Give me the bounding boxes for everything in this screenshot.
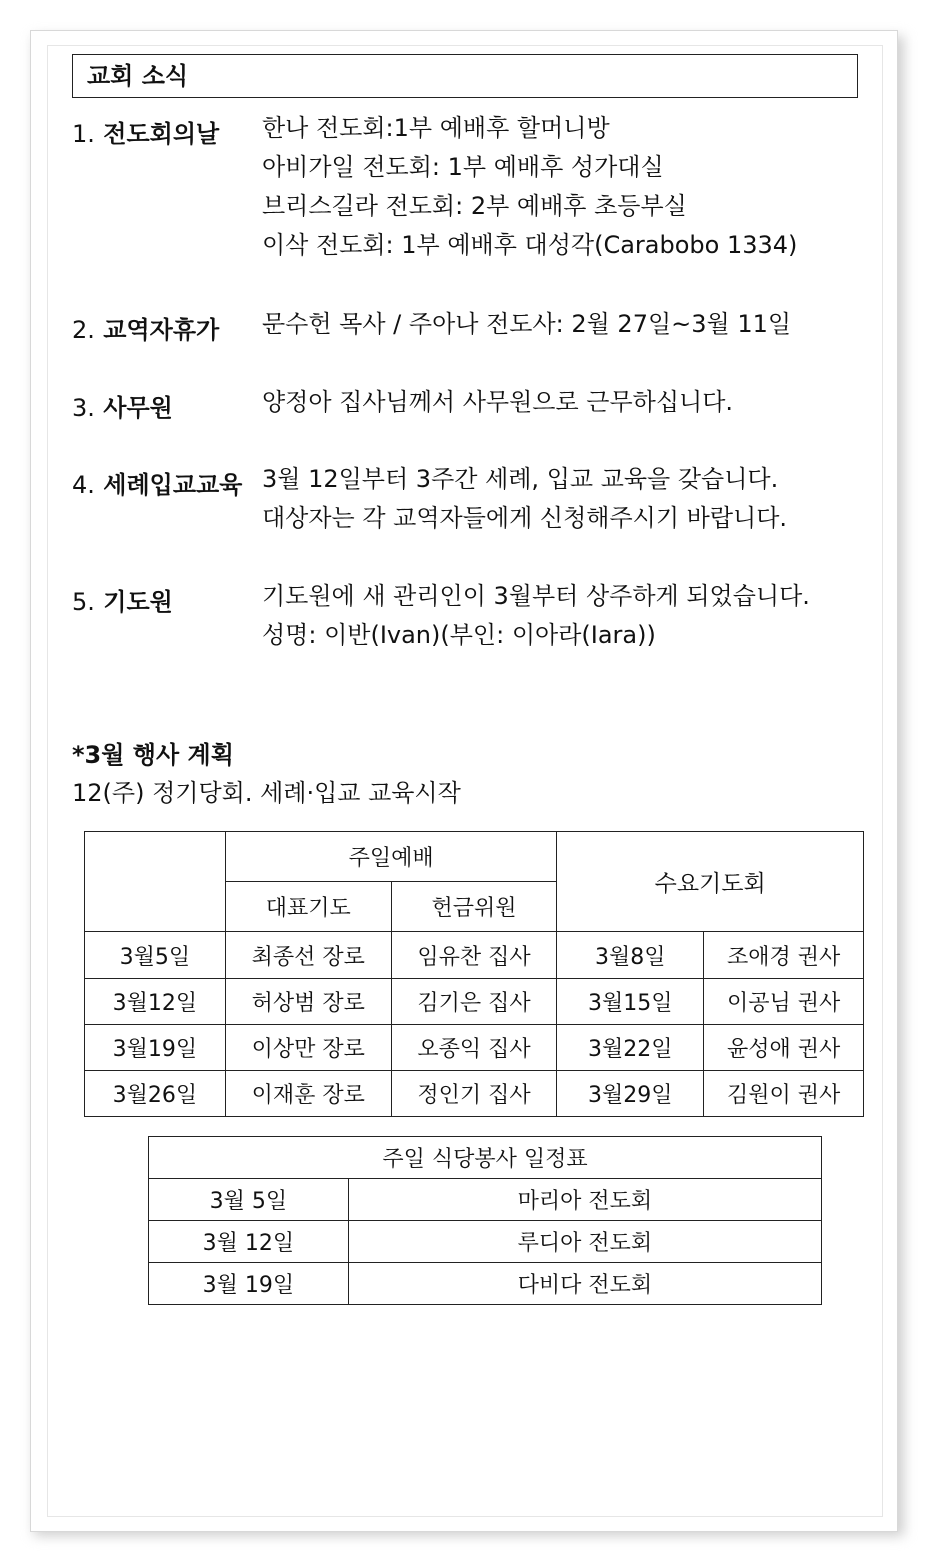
- notice-number: 4.: [72, 471, 95, 499]
- date-cell: 3월19일: [85, 1025, 226, 1071]
- notice-number: 5.: [72, 588, 95, 616]
- meal-group-cell: 루디아 전도회: [348, 1221, 821, 1263]
- wed-person-cell: 윤성애 권사: [704, 1025, 864, 1071]
- meal-group-cell: 마리아 전도회: [348, 1179, 821, 1221]
- notice-number: 2.: [72, 316, 95, 344]
- wed-person-cell: 조애경 권사: [704, 932, 864, 979]
- wed-date-cell: 3월22일: [557, 1025, 704, 1071]
- date-cell: 3월5일: [85, 932, 226, 979]
- offering-cell: 정인기 집사: [391, 1071, 557, 1117]
- prayer-cell: 허상범 장로: [225, 979, 391, 1025]
- table-row: [149, 1179, 822, 1221]
- notice-title: 전도회의날: [103, 120, 220, 148]
- notice-line: 대상자는 각 교역자들에게 신청해주시기 바랍니다.: [262, 504, 788, 532]
- notice-label: [72, 465, 262, 500]
- notice-title: 사무원: [103, 394, 173, 422]
- meal-group-cell: 다비다 전도회: [348, 1263, 821, 1305]
- table-row: [149, 1263, 822, 1305]
- table-row: [85, 932, 864, 979]
- notice-line: 기도원에 새 관리인이 3월부터 상주하게 되었습니다.: [262, 582, 810, 610]
- offering-cell: 오종익 집사: [391, 1025, 557, 1071]
- notice-title: 교역자휴가: [103, 316, 220, 344]
- table-row: [85, 1025, 864, 1071]
- prayer-cell: 이상만 장로: [225, 1025, 391, 1071]
- notice-number: 3.: [72, 394, 95, 422]
- offering-cell: 김기은 집사: [391, 979, 557, 1025]
- section-header: 교회 소식: [72, 54, 858, 98]
- notice-line: 이삭 전도회: 1부 예배후 대성각(Carabobo 1334): [262, 231, 798, 259]
- date-cell: 3월12일: [85, 979, 226, 1025]
- wed-person-cell: 이공님 권사: [704, 979, 864, 1025]
- offering-cell: 임유찬 집사: [391, 932, 557, 979]
- wed-date-cell: 3월29일: [557, 1071, 704, 1117]
- wed-person-cell: 김원이 권사: [704, 1071, 864, 1117]
- date-cell: 3월26일: [85, 1071, 226, 1117]
- meal-service-table: [148, 1136, 822, 1305]
- notice-title: 세례입교교육: [103, 471, 243, 499]
- events-line: 12(주) 정기당회. 세례·입교 교육시작: [72, 779, 461, 807]
- meal-date-cell: 3월 19일: [149, 1263, 349, 1305]
- events-title: *3월 행사 계획: [72, 741, 234, 769]
- prayer-cell: 최종선 장로: [225, 932, 391, 979]
- table-row: [149, 1221, 822, 1263]
- wednesday-header: 수요기도회: [557, 832, 864, 932]
- notice-label: [72, 582, 262, 617]
- prayer-cell: 이재훈 장로: [225, 1071, 391, 1117]
- notice-line: 3월 12일부터 3주간 세례, 입교 교육을 갖습니다.: [262, 465, 779, 493]
- meal-table-title: 주일 식당봉사 일정표: [149, 1137, 822, 1179]
- meal-date-cell: 3월 12일: [149, 1221, 349, 1263]
- prayer-header: 대표기도: [225, 882, 391, 932]
- table-row: [85, 1071, 864, 1117]
- notice-line: 문수헌 목사 / 주아나 전도사: 2월 27일~3월 11일: [262, 310, 792, 338]
- empty-header-cell: [85, 832, 226, 932]
- offering-header: 헌금위원: [391, 882, 557, 932]
- notice-line: 아비가일 전도회: 1부 예배후 성가대실: [262, 153, 664, 181]
- meal-date-cell: 3월 5일: [149, 1179, 349, 1221]
- notice-label: [72, 388, 262, 423]
- wed-date-cell: 3월15일: [557, 979, 704, 1025]
- notice-number: 1.: [72, 120, 95, 148]
- sunday-header: 주일예배: [225, 832, 557, 882]
- notice-line: 한나 전도회:1부 예배후 할머니방: [262, 114, 610, 142]
- wed-date-cell: 3월8일: [557, 932, 704, 979]
- notice-label: [72, 114, 262, 149]
- notice-title: 기도원: [103, 588, 173, 616]
- service-schedule-table: [84, 831, 864, 1117]
- notice-line: 성명: 이반(Ivan)(부인: 이아라(Iara)): [262, 621, 656, 649]
- notice-line: 브리스길라 전도회: 2부 예배후 초등부실: [262, 192, 687, 220]
- notice-label: [72, 310, 262, 345]
- table-row: [85, 979, 864, 1025]
- notice-line: 양정아 집사님께서 사무원으로 근무하십니다.: [262, 388, 734, 416]
